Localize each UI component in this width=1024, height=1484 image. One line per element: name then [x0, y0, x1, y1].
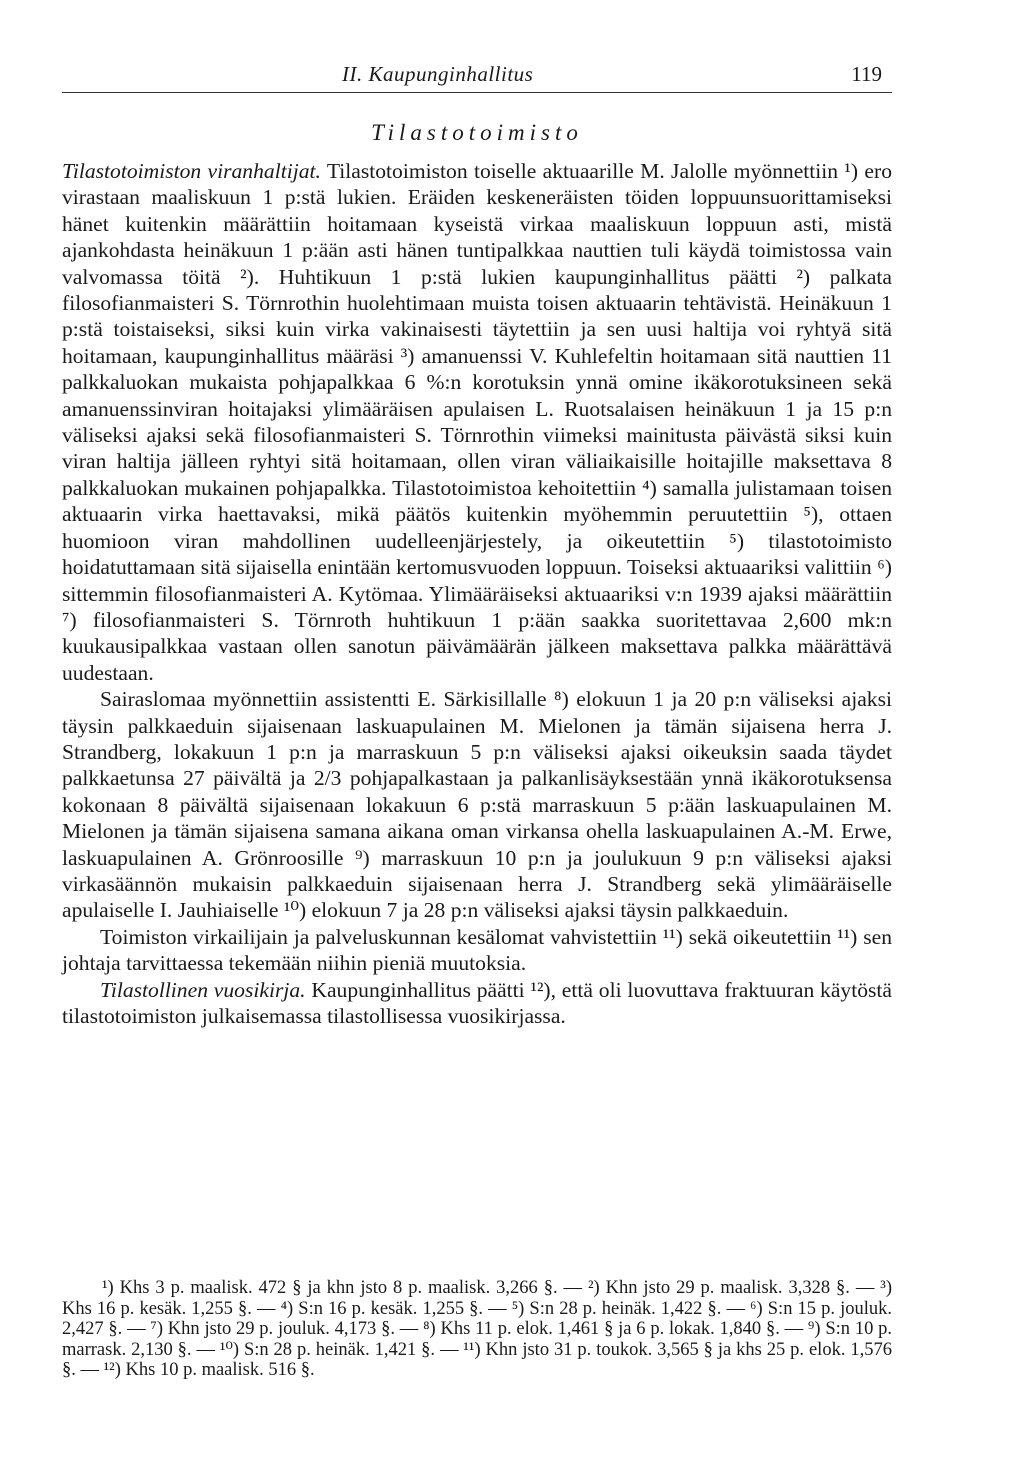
body-text: [62, 158, 892, 1029]
paragraph-1-text: Tilastotoimiston toiselle aktuaarille M. Jalolle myönnettiin ¹) ero virastaan maaliskuun 1 p:stä lukien. Eräiden keskeneräisten töiden loppuunsuorittamiseksi hänet kuitenkin määrättiin hoitamaan kyseistä virkaa maaliskuun loppuun asti, mistä ajankohdasta heinäkuun 1 p:ään asti hänen tuntipalkkaa nauttien tuli käydä toimistossa vain valvomassa töitä ²). Huhtikuun 1 p:stä lukien kaupunginhallitus päätti ²) palkata filosofianmaisteri S. Törnrothin huolehtimaan muista toisen aktuaarin tehtävistä. Heinäkuun 1 p:stä toistaiseksi, siksi kuin virka vakinaisesti täytettiin ja sen uusi haltija voi ryhtyä sitä hoitamaan, kaupunginhallitus määräsi ³) amanuenssi V. Kuhlefeltin hoitamaan sitä nauttien 11 palkkaluokan mukaista pohjapalkkaa 6 %:n korotuksin ynnä omine ikäkorotuksineen sekä amanuenssinviran hoitajaksi ylimääräisen apulaisen L. Ruotsalaisen heinäkuun 1 ja 15 p:n väliseksi ajaksi sekä filosofianmaisteri S. Törnrothin viimeksi mainitusta päivästä siksi kuin viran haltija jälleen ryhtyi sitä hoitamaan, ollen viran väliaikaisille hoitajille maksettava 8 palkkaluokan mukainen pohjapalkka. Tilastotoimistoa kehoitettiin ⁴) samalla julistamaan toisen aktuaarin virka haettavaksi, mikä päätös kuitenkin myöhemmin peruutettiin ⁵), ottaen huomioon viran mahdollinen uudelleenjärjestely, ja oikeutettiin ⁵) tilastotoimisto hoidatuttamaan sitä sijaisella enintään kertomusvuoden loppuun. Toiseksi aktuaariksi valittiin ⁶) sittemmin filosofianmaisteri A. Kytömaa. Ylimääräiseksi aktuaariksi v:n 1939 ajaksi määrättiin ⁷) filosofianmaisteri S. Törnroth huhtikuun 1 p:ään saakka suoritettavaa 2,600 mk:n kuukausipalkkaa vastaan ollen sanotun päivämäärän jälkeen maksettava palkka määrättävä uudestaan.: [62, 159, 892, 685]
footnotes: [62, 1278, 892, 1381]
section-title: Tilastotoimisto: [371, 120, 583, 145]
running-header: [62, 58, 892, 93]
document-page: [62, 0, 982, 1484]
paragraph-4-heading: Tilastollinen vuosikirja.: [100, 977, 306, 1002]
paragraph-3: Toimiston virkailijain ja palveluskunnan kesälomat vahvistettiin ¹¹) sekä oikeutettiin ¹¹) sen johtaja tarvittaessa tekemään niihin pieniä muutoksia.: [62, 924, 892, 976]
page-number: 119: [851, 62, 882, 86]
footnotes-text: ¹) Khs 3 p. maalisk. 472 § ja khn jsto 8 p. maalisk. 3,266 §. — ²) Khn jsto 29 p. maalisk. 3,328 §. — ³) Khs 16 p. kesäk. 1,255 §. — ⁴) S:n 16 p. kesäk. 1,255 §. — ⁵) S:n 28 p. heinäk. 1,422 §. — ⁶) S:n 15 p. jouluk. 2,427 §. — ⁷) Khn jsto 29 p. jouluk. 4,173 §. — ⁸) Khs 11 p. elok. 1,461 § ja 6 p. lokak. 1,840 §. — ⁹) S:n 10 p. marrask. 2,130 §. — ¹⁰) S:n 28 p. heinäk. 1,421 §. — ¹¹) Khn jsto 31 p. toukok. 3,565 § ja khs 25 p. elok. 1,576 §. — ¹²) Khs 10 p. maalisk. 516 §.: [62, 1278, 892, 1380]
paragraph-2: Sairaslomaa myönnettiin assistentti E. Särkisillalle ⁸) elokuun 1 ja 20 p:n väliseksi ajaksi täysin palkkaeduin sijaisenaan laskuapulainen M. Mielonen ja tämän sijaisena herra J. Strandberg, lokakuun 1 p:n ja marraskuun 5 p:n väliseksi ajaksi oikeuksin saada täydet palkkaetunsa 27 päivältä ja 2/3 pohjapalkastaan ja palkanlisäyksestään ynnä ikäkorotuksensa kokonaan 8 päivältä sijaisenaan lokakuun 6 p:stä marraskuun 5 p:ään laskuapulainen M. Mielonen ja tämän sijaisena samana aikana oman virkansa ohella laskuapulainen A.-M. Erwe, laskuapulainen A. Grönroosille ⁹) marraskuun 10 p:n ja joulukuun 9 p:n väliseksi ajaksi virkasäännön mukaisin palkkaeduin sijaisenaan herra J. Strandberg sekä ylimääräiselle apulaiselle I. Jauhiaiselle ¹⁰) elokuun 7 ja 28 p:n väliseksi ajaksi täysin palkkaeduin.: [62, 687, 892, 923]
paragraph-1: [62, 158, 892, 686]
paragraph-1-heading: Tilastotoimiston viranhaltijat.: [62, 159, 321, 183]
paragraph-4-text: Kaupunginhallitus päätti ¹²), että oli luovuttava fraktuuran käytöstä tilastotoimiston julkaisemassa tilastollisessa vuosikirjassa.: [62, 977, 893, 1028]
paragraph-4: [62, 977, 892, 1030]
running-title: II. Kaupunginhallitus: [342, 62, 534, 86]
